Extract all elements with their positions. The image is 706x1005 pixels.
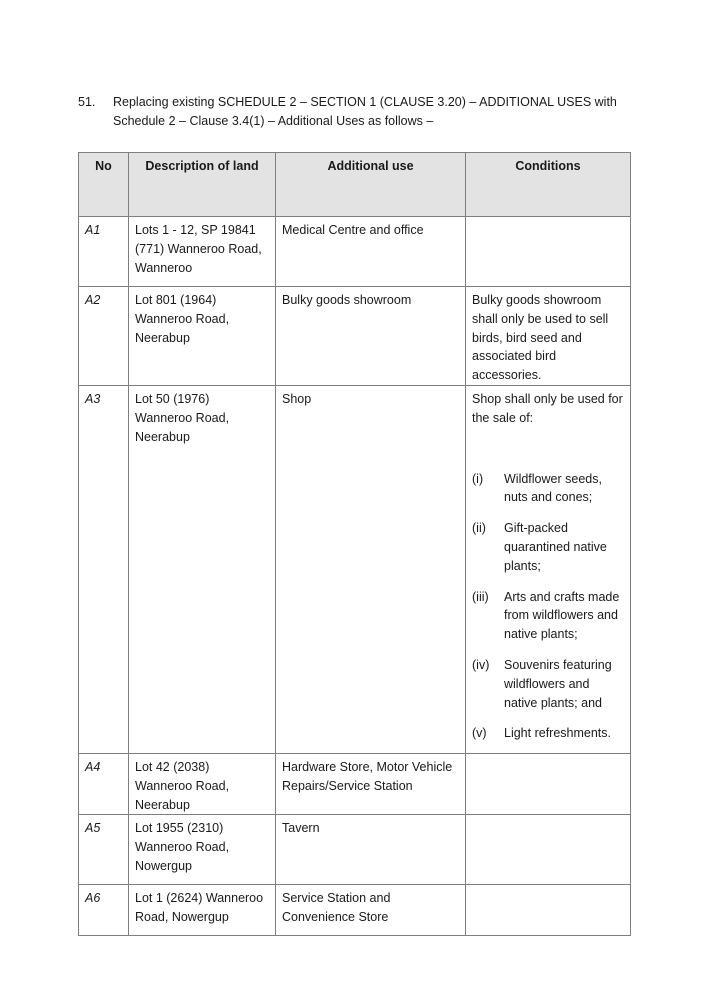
- table-row: [79, 217, 631, 287]
- additional-uses-table: [78, 152, 631, 936]
- row-description: Lots 1 - 12, SP 19841 (771) Wanneroo Road, Wanneroo: [129, 217, 276, 287]
- list-item-text: Wildflower seeds, nuts and cones;: [504, 471, 602, 505]
- conditions-list: [472, 470, 624, 744]
- list-item: [472, 724, 624, 743]
- row-no: A4: [79, 753, 129, 814]
- table-row: [79, 885, 631, 936]
- header-additional-use: Additional use: [276, 153, 466, 217]
- header-no: No: [79, 153, 129, 217]
- list-item-text: Gift-packed quarantined native plants;: [504, 521, 607, 573]
- table-row: [79, 753, 631, 814]
- row-description: Lot 1955 (2310) Wanneroo Road, Nowergup: [129, 815, 276, 885]
- table-row: [79, 385, 631, 753]
- row-additional-use: Hardware Store, Motor Vehicle Repairs/Service Station: [276, 753, 466, 814]
- list-item-number: (ii): [472, 521, 486, 536]
- conditions-intro: Shop shall only be used for the sale of:: [472, 391, 623, 425]
- row-conditions: [466, 815, 631, 885]
- row-no: A1: [79, 217, 129, 287]
- row-additional-use: Service Station and Convenience Store: [276, 885, 466, 936]
- clause-text: Replacing existing SCHEDULE 2 – SECTION 1 (CLAUSE 3.20) – ADDITIONAL USES with Schedule 2 – Clause 3.4(1) – Additional Uses as follows –: [113, 95, 617, 128]
- list-item: [472, 656, 624, 712]
- row-conditions: [466, 885, 631, 936]
- header-conditions: Conditions: [466, 153, 631, 217]
- row-description: Lot 42 (2038) Wanneroo Road, Neerabup: [129, 753, 276, 814]
- table-header-row: [79, 153, 631, 217]
- list-item: [472, 588, 624, 644]
- row-no: A2: [79, 287, 129, 386]
- list-item-text: Arts and crafts made from wildflowers and native plants;: [504, 589, 620, 642]
- list-item: [472, 519, 624, 575]
- list-item-number: (v): [472, 726, 487, 741]
- row-no: A3: [79, 385, 129, 753]
- row-conditions: [466, 217, 631, 287]
- row-additional-use: Medical Centre and office: [276, 217, 466, 287]
- row-no: A5: [79, 815, 129, 885]
- row-conditions: Bulky goods showroom shall only be used to sell birds, bird seed and associated bird accessories.: [466, 287, 631, 386]
- table-row: [79, 815, 631, 885]
- row-description: Lot 1 (2624) Wanneroo Road, Nowergup: [129, 885, 276, 936]
- row-description: Lot 801 (1964) Wanneroo Road, Neerabup: [129, 287, 276, 386]
- row-additional-use: Shop: [276, 385, 466, 753]
- list-item: [472, 470, 624, 508]
- row-additional-use: Tavern: [276, 815, 466, 885]
- row-conditions: [466, 753, 631, 814]
- header-description: Description of land: [129, 153, 276, 217]
- row-description: Lot 50 (1976) Wanneroo Road, Neerabup: [129, 385, 276, 753]
- row-no: A6: [79, 885, 129, 936]
- row-conditions: [466, 385, 631, 753]
- clause-number: 51.: [78, 95, 96, 109]
- table-row: [79, 287, 631, 386]
- row-additional-use: Bulky goods showroom: [276, 287, 466, 386]
- list-item-number: (iv): [472, 657, 490, 672]
- list-item-number: (iii): [472, 589, 489, 604]
- list-item-number: (i): [472, 471, 484, 486]
- list-item-text: Light refreshments.: [504, 726, 611, 741]
- list-item-text: Souvenirs featuring wildflowers and native plants; and: [504, 657, 612, 710]
